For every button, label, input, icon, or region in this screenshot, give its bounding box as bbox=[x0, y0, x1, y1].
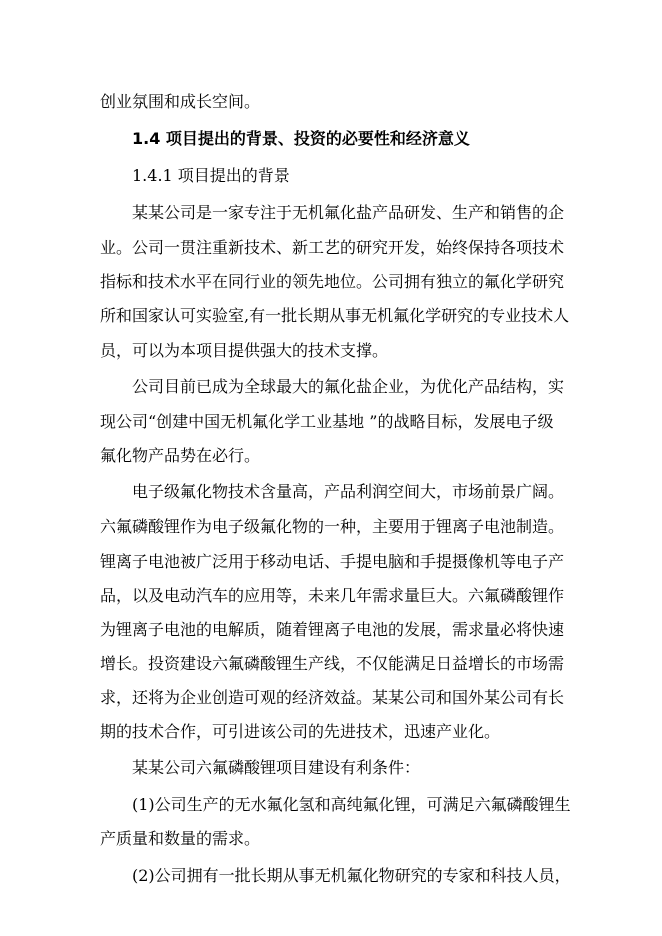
subsection-heading: 1.4.1 项目提出的背景 bbox=[132, 166, 290, 185]
paragraph-line: 业。公司一贯注重新技术、新工艺的研究开发，始终保持各项技术 bbox=[100, 238, 565, 257]
paragraph-line: 氟化物产品势在必行。 bbox=[100, 446, 261, 465]
paragraph-line: 公司目前已成为全球最大的氟化盐企业，为优化产品结构，实 bbox=[132, 377, 565, 396]
paragraph-line: 增长。投资建设六氟磷酸锂生产线，不仅能满足日益增长的市场需 bbox=[100, 654, 565, 673]
section-heading: 1.4 项目提出的背景、投资的必要性和经济意义 bbox=[132, 129, 470, 148]
paragraph-line: 某某公司六氟磷酸锂项目建设有利条件： bbox=[132, 758, 421, 777]
paragraph-line: 六氟磷酸锂作为电子级氟化物的一种，主要用于锂离子电池制造。 bbox=[100, 517, 565, 536]
paragraph-line: 产质量和数量的需求。 bbox=[100, 829, 261, 848]
paragraph-line: (2)公司拥有一批长期从事无机氟化物研究的专家和科技人员， bbox=[132, 866, 571, 885]
paragraph-line: (1)公司生产的无水氟化氢和高纯氟化锂，可满足六氟磷酸锂生 bbox=[132, 795, 571, 814]
paragraph-line: 现公司“创建中国无机氟化学工业基地 ”的战略目标，发展电子级 bbox=[100, 412, 554, 431]
paragraph-line: 锂离子电池被广泛用于移动电话、手提电脑和手提摄像机等电子产 bbox=[100, 552, 565, 571]
paragraph-line: 为锂离子电池的电解质，随着锂离子电池的发展，需求量必将快速 bbox=[100, 620, 565, 639]
paragraph-line: 电子级氟化物技术含量高，产品利润空间大，市场前景广阔。 bbox=[132, 482, 565, 501]
paragraph-line: 创业氛围和成长空间。 bbox=[100, 92, 261, 111]
paragraph-line: 求，还将为企业创造可观的经济效益。某某公司和国外某公司有长 bbox=[100, 688, 565, 707]
paragraph-line: 指标和技术水平在同行业的领先地位。公司拥有独立的氟化学研究 bbox=[100, 272, 565, 291]
paragraph-line: 所和国家认可实验室,有一批长期从事无机氟化学研究的专业技术人 bbox=[100, 306, 570, 325]
paragraph-line: 某某公司是一家专注于无机氟化盐产品研发、生产和销售的企 bbox=[132, 203, 565, 222]
paragraph-line: 品，以及电动汽车的应用等，未来几年需求量巨大。六氟磷酸锂作 bbox=[100, 586, 565, 605]
paragraph-line: 员，可以为本项目提供强大的技术支撑。 bbox=[100, 341, 389, 360]
paragraph-line: 期的技术合作，可引进该公司的先进技术，迅速产业化。 bbox=[100, 722, 501, 741]
